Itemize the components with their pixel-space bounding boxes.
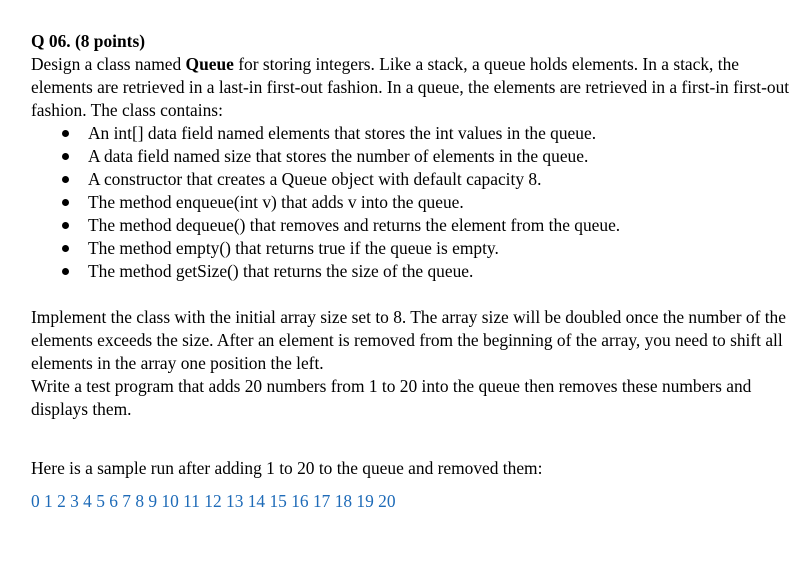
intro-text-end: for storing integers. Like a stack, a queue holds elements. In a stack, the elements are retrieved in a last-in first-out fashion. In a queue, the elements are retrieved in a first-in first-out fashion. The class contains: — [31, 54, 790, 120]
feature-item: A data field named size that stores the number of elements in the queue. — [31, 145, 801, 168]
feature-list — [31, 122, 801, 283]
question-title: Q 06. (8 points) — [31, 31, 146, 51]
feature-item: A constructor that creates a Queue object with default capacity 8. — [31, 168, 801, 191]
feature-item: The method enqueue(int v) that adds v into the queue. — [31, 191, 801, 214]
spacer — [31, 283, 801, 306]
class-name-bold: Queue — [185, 54, 234, 74]
feature-item: The method getSize() that returns the size of the queue. — [31, 260, 801, 283]
spacer — [31, 480, 801, 490]
spacer — [31, 421, 801, 457]
sample-run-intro: Here is a sample run after adding 1 to 20 to the queue and removed them: — [31, 458, 543, 478]
test-program-paragraph: Write a test program that adds 20 numbers from 1 to 20 into the queue then removes these numbers and displays them. — [31, 376, 752, 419]
feature-item: The method empty() that returns true if the queue is empty. — [31, 237, 801, 260]
intro-text-start: Design a class named — [31, 54, 186, 74]
sample-output: 0 1 2 3 4 5 6 7 8 9 10 11 12 13 14 15 16 17 18 19 20 — [31, 491, 396, 511]
question-intro — [31, 53, 801, 122]
implementation-paragraph: Implement the class with the initial array size set to 8. The array size will be doubled once the number of the elements exceeds the size. After an element is removed from the beginning of the array, you need to shift all elements in the array one position the left. — [31, 307, 786, 373]
question-document — [31, 30, 801, 513]
feature-item: An int[] data field named elements that stores the int values in the queue. — [31, 122, 801, 145]
feature-item: The method dequeue() that removes and returns the element from the queue. — [31, 214, 801, 237]
